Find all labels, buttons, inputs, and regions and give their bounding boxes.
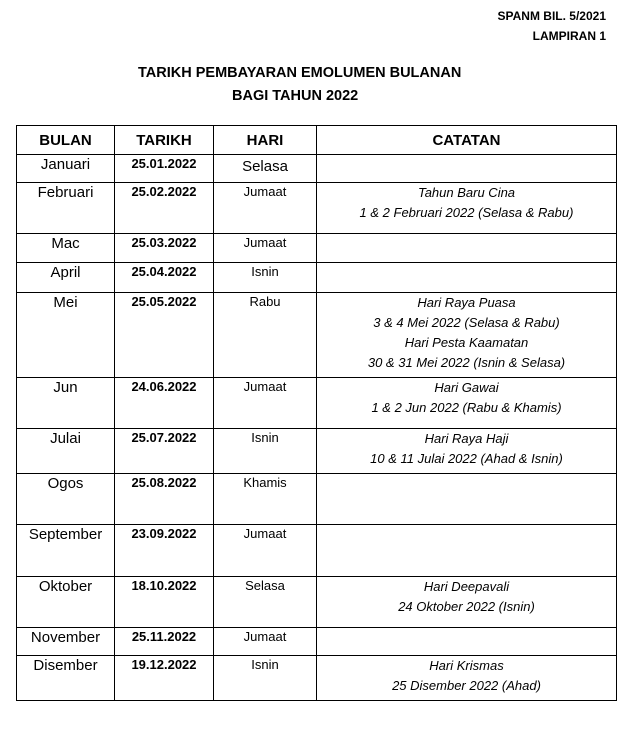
note-cell (317, 293, 617, 378)
table-row (17, 293, 617, 378)
note-line: Hari Gawai (434, 380, 499, 395)
date-cell: 25.01.2022 (115, 155, 214, 183)
day-cell: Isnin (214, 263, 317, 293)
note-line: 10 & 11 Julai 2022 (Ahad & Isnin) (370, 451, 563, 466)
day-cell: Jumaat (214, 525, 317, 577)
column-header-catatan: CATATAN (317, 126, 617, 155)
column-header-tarikh: TARIKH (115, 126, 214, 155)
month-cell: Jun (17, 378, 115, 429)
month-cell: April (17, 263, 115, 293)
note-line: Hari Deepavali (423, 579, 510, 594)
month-cell: Februari (17, 183, 115, 234)
note-line: Hari Raya Haji (424, 431, 509, 446)
date-cell: 19.12.2022 (115, 656, 214, 701)
payment-schedule-table (16, 125, 617, 701)
month-cell: Ogos (17, 474, 115, 525)
date-cell: 25.02.2022 (115, 183, 214, 234)
note-cell (317, 429, 617, 474)
month-cell: Mei (17, 293, 115, 378)
day-cell: Jumaat (214, 628, 317, 656)
table-row (17, 263, 617, 293)
date-cell: 25.05.2022 (115, 293, 214, 378)
note-line: 1 & 2 Jun 2022 (Rabu & Khamis) (371, 400, 562, 415)
note-line: Hari Pesta Kaamatan (404, 335, 529, 350)
day-cell: Rabu (214, 293, 317, 378)
note-cell (317, 263, 617, 293)
note-line: 1 & 2 Februari 2022 (Selasa & Rabu) (359, 205, 574, 220)
table-row (17, 429, 617, 474)
day-cell: Selasa (214, 155, 317, 183)
day-cell: Jumaat (214, 378, 317, 429)
day-cell: Khamis (214, 474, 317, 525)
table-row (17, 577, 617, 628)
date-cell: 23.09.2022 (115, 525, 214, 577)
date-cell: 25.03.2022 (115, 234, 214, 263)
document-title: TARIKH PEMBAYARAN EMOLUMEN BULANAN (138, 65, 462, 81)
month-cell: Disember (17, 656, 115, 701)
table-row (17, 474, 617, 525)
note-cell (317, 155, 617, 183)
note-line: Hari Krismas (429, 658, 504, 673)
note-cell (317, 474, 617, 525)
document-subtitle: BAGI TAHUN 2022 (232, 88, 359, 104)
day-cell: Isnin (214, 656, 317, 701)
column-header-bulan: BULAN (17, 126, 115, 155)
note-cell (317, 183, 617, 234)
month-cell: Oktober (17, 577, 115, 628)
day-cell: Isnin (214, 429, 317, 474)
note-line: 24 Oktober 2022 (Isnin) (398, 599, 535, 614)
note-line: 25 Disember 2022 (Ahad) (392, 678, 541, 693)
date-cell: 25.08.2022 (115, 474, 214, 525)
month-cell: Julai (17, 429, 115, 474)
note-line: Tahun Baru Cina (417, 185, 516, 200)
document-reference: SPANM BIL. 5/2021 (497, 9, 606, 23)
table-row (17, 378, 617, 429)
month-cell: Januari (17, 155, 115, 183)
table-header-row (17, 126, 617, 155)
table-row (17, 525, 617, 577)
note-line: Hari Raya Puasa (417, 295, 516, 310)
table-row (17, 155, 617, 183)
note-cell (317, 628, 617, 656)
month-cell: Mac (17, 234, 115, 263)
table-row (17, 183, 617, 234)
note-cell (317, 234, 617, 263)
table-row (17, 656, 617, 701)
note-cell (317, 577, 617, 628)
day-cell: Jumaat (214, 183, 317, 234)
date-cell: 25.07.2022 (115, 429, 214, 474)
column-header-hari: HARI (214, 126, 317, 155)
table-row (17, 234, 617, 263)
month-cell: November (17, 628, 115, 656)
note-cell (317, 525, 617, 577)
note-line: 30 & 31 Mei 2022 (Isnin & Selasa) (367, 355, 566, 370)
table-row (17, 628, 617, 656)
month-cell: September (17, 525, 115, 577)
date-cell: 25.04.2022 (115, 263, 214, 293)
day-cell: Selasa (214, 577, 317, 628)
date-cell: 24.06.2022 (115, 378, 214, 429)
date-cell: 25.11.2022 (115, 628, 214, 656)
note-line: 3 & 4 Mei 2022 (Selasa & Rabu) (373, 315, 560, 330)
day-cell: Jumaat (214, 234, 317, 263)
date-cell: 18.10.2022 (115, 577, 214, 628)
note-cell (317, 378, 617, 429)
note-cell (317, 656, 617, 701)
attachment-label: LAMPIRAN 1 (532, 29, 606, 43)
